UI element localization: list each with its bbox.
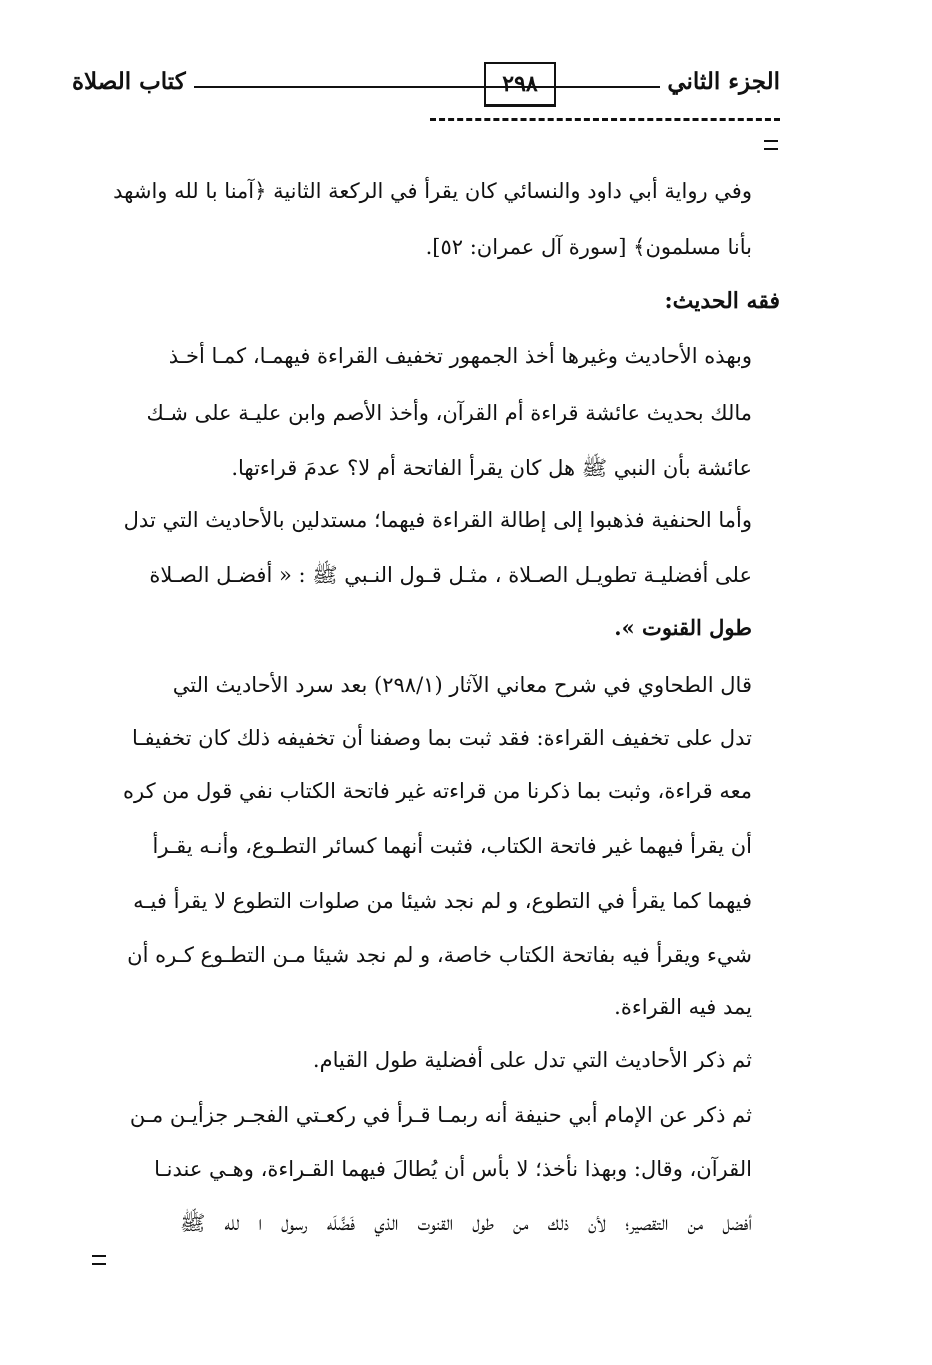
text-line: القرآن، وقال: وبهذا نأخذ؛ لا بأس أن يُطالَ فيهما القـراءة، وهـي عندنـا <box>154 1157 752 1181</box>
text-line: عائشة بأن النبي ﷺ هل كان يقرأ الفاتحة أم لا؟ عدمَ قراءتها. <box>231 456 752 480</box>
text-line: ثم ذكر عن الإمام أبي حنيفة أنه ربمـا قـرأ في ركعـتي الفجـر جزأيـن مـن <box>129 1103 752 1127</box>
text-line: طول القنوت ». <box>614 615 752 640</box>
continuation-mark-top <box>764 140 778 150</box>
text-line: قال الطحاوي في شرح معاني الآثار (٢٩٨/١) بعد سرد الأحاديث التي <box>172 673 752 697</box>
text-line: شيء ويقرأ فيه بفاتحة الكتاب خاصة، و لم نجد شيئا مـن التطـوع كـره أن <box>127 943 752 967</box>
text-line: معه قراءة، وثبت بما ذكرنا من قراءته غير فاتحة الكتاب نفي قول من كره <box>123 779 752 803</box>
text-line: وفي رواية أبي داود والنسائي كان يقرأ في الركعة الثانية ﴿آمنا با لله واشهد <box>113 179 752 203</box>
running-header <box>72 62 780 106</box>
book-title: كتاب الصلاة <box>72 68 186 95</box>
page-number: ٢٩٨ <box>484 62 556 107</box>
text-line: يمد فيه القراءة. <box>614 995 752 1019</box>
text-line: بأنا مسلمون﴾ [سورة آل عمران: ٥٢]. <box>425 235 752 259</box>
text-line: مالك بحديث عائشة قراءة أم القرآن، وأخذ الأصم وابن عليـة على شـك <box>146 401 752 425</box>
continuation-mark-bottom <box>92 1255 106 1265</box>
volume-title: الجزء الثاني <box>667 68 780 95</box>
header-dashed-rule <box>430 118 780 121</box>
text-line: وأما الحنفية فذهبوا إلى إطالة القراءة فيهما؛ مستدلين بالأحاديث التي تدل <box>123 508 752 532</box>
text-line: على أفضليـة تطويـل الصـلاة ، مثـل قـول النـبي ﷺ : « أفضـل الصـلاة <box>149 563 752 587</box>
text-line: وبهذه الأحاديث وغيرها أخذ الجمهور تخفيف القراءة فيهمـا، كمـا أخـذ <box>168 344 752 368</box>
text-line: تدل على تخفيف القراءة: فقد ثبت بما وصفنا أن تخفيفه ذلك كان تخفيفـا <box>131 726 752 750</box>
text-line: فيهما كما يقرأ في التطوع، و لم نجد شيئا من صلوات التطوع لا يقرأ فيـه <box>133 889 752 913</box>
text-line: أفضل من التقصير؛ لأن ذلك من طول القنوت الذي فَضَّلَه رسول ا لله ﷺ <box>180 1211 752 1235</box>
text-line: أن يقرأ فيهما غير فاتحة الكتاب، فثبت أنهما كسائر التطـوع، وأنـه يقـرأ <box>152 834 752 858</box>
section-heading: فقه الحديث: <box>664 288 780 314</box>
header-rule-left <box>194 86 486 88</box>
text-line: ثم ذكر الأحاديث التي تدل على أفضلية طول القيام. <box>312 1048 752 1072</box>
